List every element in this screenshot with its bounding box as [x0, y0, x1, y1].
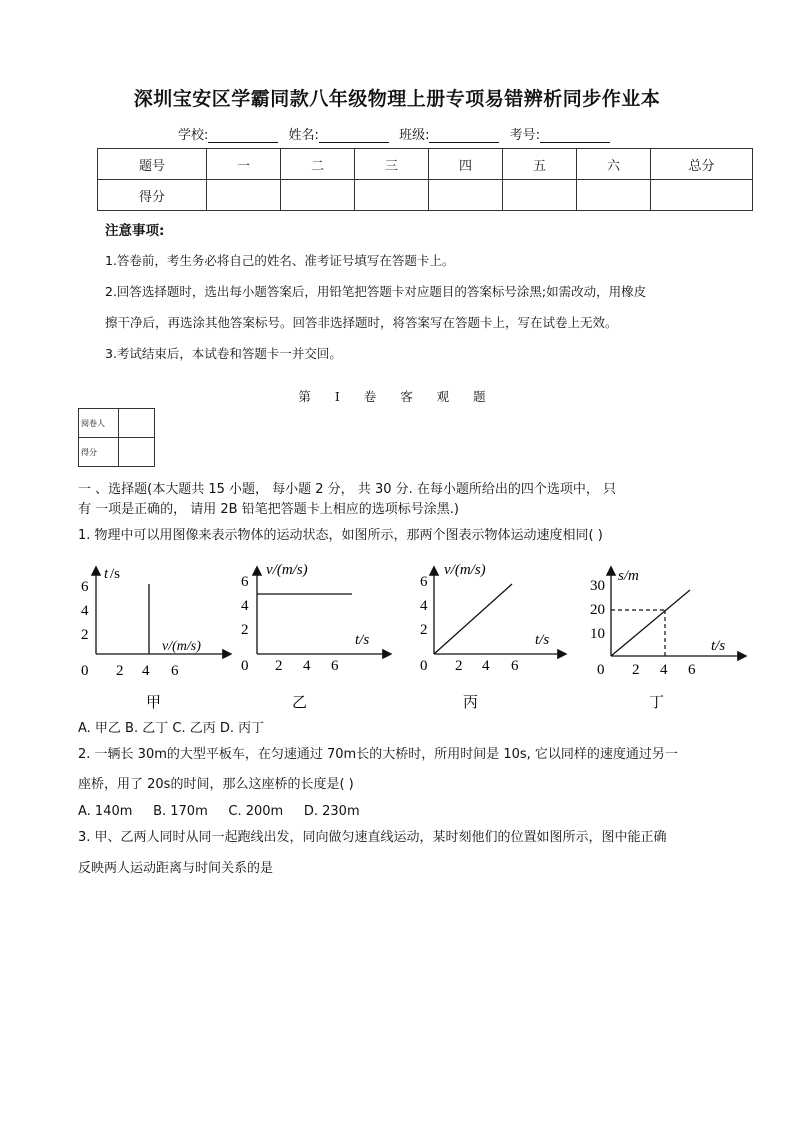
- part1-intro-b: 有 一项是正确的， 请用 2B 铅笔把答题卡上相应的选项标号涂黑.): [78, 502, 459, 517]
- graph-bing-xlabel: t/s: [535, 632, 550, 648]
- score-cell: [577, 180, 651, 211]
- score-header-cell: 六: [577, 149, 651, 180]
- score-header-cell: 四: [429, 149, 503, 180]
- graph-ding-xtick: 2: [632, 662, 640, 678]
- graph-bing-xtick: 2: [455, 658, 463, 674]
- note-item-1: 1.答卷前，考生务必将自己的姓名、准考证号填写在答题卡上。: [105, 253, 455, 268]
- graph-bing-caption: 丙: [463, 695, 479, 711]
- graph-yi-xtick: 4: [303, 658, 311, 674]
- graph-ding-line: [611, 590, 690, 656]
- school-label: 学校:: [178, 128, 209, 143]
- graph-bing-ylabel: v/(m/s): [444, 562, 486, 578]
- name-blank: [319, 130, 389, 143]
- score-cell: [429, 180, 503, 211]
- score-table-score-row: [98, 180, 753, 211]
- student-info-line: [0, 124, 794, 143]
- graph-ding-ytick: 20: [590, 602, 605, 618]
- graph-jia-caption: 甲: [146, 695, 162, 711]
- class-blank: [429, 130, 499, 143]
- graph-ding-ytick: 10: [590, 626, 605, 642]
- score-cell: [355, 180, 429, 211]
- graph-yi-xlabel: t/s: [355, 632, 370, 648]
- score-header-cell: 二: [281, 149, 355, 180]
- graph-yi-xtick: 6: [331, 658, 339, 674]
- note-item-2b: 擦干净后，再选涂其他答案标号。回答非选择题时，将答案写在答题卡上，写在试卷上无效。: [105, 315, 618, 330]
- graph-jia-ylabel-var: t: [104, 566, 109, 582]
- graph-yi: [241, 562, 390, 711]
- score-header-cell: 一: [207, 149, 281, 180]
- graph-yi-ytick: 2: [241, 622, 249, 638]
- graph-jia-xtick: 0: [81, 663, 89, 679]
- q1-graphs: [70, 556, 750, 716]
- score-header-cell: 三: [355, 149, 429, 180]
- graph-jia-xtick: 4: [142, 663, 150, 679]
- q1-options: A. 甲乙 B. 乙丁 C. 乙丙 D. 丙丁: [78, 721, 265, 736]
- section-title: 第 I 卷 客 观 题: [298, 389, 496, 404]
- graph-ding-xtick: 6: [688, 662, 696, 678]
- q1-text: 1. 物理中可以用图像来表示物体的运动状态，如图所示，那两个图表示物体运动速度相同( ): [78, 528, 603, 543]
- graph-jia-ytick: 4: [81, 603, 89, 619]
- q3-text-a: 3. 甲、乙两人同时从同一起跑线出发，同向做匀速直线运动，某时刻他们的位置如图所示，图中能正确: [78, 830, 667, 845]
- score-header-cell: 总分: [651, 149, 753, 180]
- score-header-cell: 五: [503, 149, 577, 180]
- q2-text-b: 座桥，用了 20s的时间，那么这座桥的长度是( ): [78, 777, 354, 792]
- grader-cell: [119, 409, 155, 438]
- graph-ding: [590, 568, 745, 711]
- grader-score-cell: [119, 438, 155, 467]
- note-item-3: 3.考试结束后，本试卷和答题卡一并交回。: [105, 346, 342, 361]
- grader-label: 阅卷人: [79, 409, 119, 438]
- score-cell: [503, 180, 577, 211]
- school-blank: [208, 130, 278, 143]
- grader-box: [78, 408, 155, 467]
- graph-bing-xtick: 6: [511, 658, 519, 674]
- graph-yi-ytick: 6: [241, 574, 249, 590]
- graph-yi-ytick: 4: [241, 598, 249, 614]
- graph-ding-caption: 丁: [649, 695, 665, 711]
- graph-yi-caption: 乙: [292, 695, 308, 711]
- score-table: [97, 148, 753, 211]
- graph-ding-xlabel: t/s: [711, 638, 726, 654]
- score-cell: [281, 180, 355, 211]
- grader-score-label: 得分: [79, 438, 119, 467]
- graph-jia-ytick: 6: [81, 579, 89, 595]
- score-header-cell: 题号: [98, 149, 207, 180]
- notes-heading: 注意事项:: [105, 223, 165, 239]
- score-row-label: 得分: [98, 180, 207, 211]
- name-label: 姓名:: [288, 128, 319, 143]
- graph-ding-ytick: 30: [590, 578, 605, 594]
- graph-jia: [81, 566, 230, 711]
- graph-jia-xlabel: v/(m/s): [162, 639, 201, 654]
- graph-yi-xtick: 2: [275, 658, 283, 674]
- exam-no-label: 考号:: [509, 128, 540, 143]
- graph-jia-ytick: 2: [81, 627, 89, 643]
- score-table-header-row: [98, 149, 753, 180]
- graph-bing-ytick: 2: [420, 622, 428, 638]
- graph-bing-ytick: 6: [420, 574, 428, 590]
- graph-jia-xtick: 6: [171, 663, 179, 679]
- graph-jia-xtick: 2: [116, 663, 124, 679]
- graph-jia-ylabel-unit: /s: [110, 566, 121, 582]
- graph-bing-ytick: 4: [420, 598, 428, 614]
- graph-bing-xtick: 4: [482, 658, 490, 674]
- graph-bing-line: [434, 584, 512, 654]
- q1-graphs-svg: [70, 556, 750, 716]
- graph-yi-xtick: 0: [241, 658, 249, 674]
- graph-ding-xtick: 0: [597, 662, 605, 678]
- exam-no-blank: [540, 130, 610, 143]
- score-cell: [207, 180, 281, 211]
- score-cell: [651, 180, 753, 211]
- graph-ding-xtick: 4: [660, 662, 668, 678]
- graph-ding-ylabel: s/m: [618, 568, 639, 584]
- part1-intro-a: 一 、选择题(本大题共 15 小题， 每小题 2 分， 共 30 分. 在每小题所给出的四个选项中， 只: [78, 482, 617, 497]
- graph-bing-xtick: 0: [420, 658, 428, 674]
- class-label: 班级:: [399, 128, 430, 143]
- graph-bing: [420, 562, 565, 711]
- graph-yi-ylabel: v/(m/s): [266, 562, 308, 578]
- q2-text-a: 2. 一辆长 30m的大型平板车，在匀速通过 70m长的大桥时，所用时间是 10s, 它以同样的速度通过另一: [78, 747, 678, 762]
- document-title: 深圳宝安区学霸同款八年级物理上册专项易错辨析同步作业本: [133, 88, 661, 110]
- note-item-2a: 2.回答选择题时，选出每小题答案后，用铅笔把答题卡对应题目的答案标号涂黑;如需改动，用橡皮: [105, 284, 647, 299]
- q3-text-b: 反映两人运动距离与时间关系的是: [78, 861, 274, 876]
- q2-options: A. 140m B. 170m C. 200m D. 230m: [78, 804, 360, 819]
